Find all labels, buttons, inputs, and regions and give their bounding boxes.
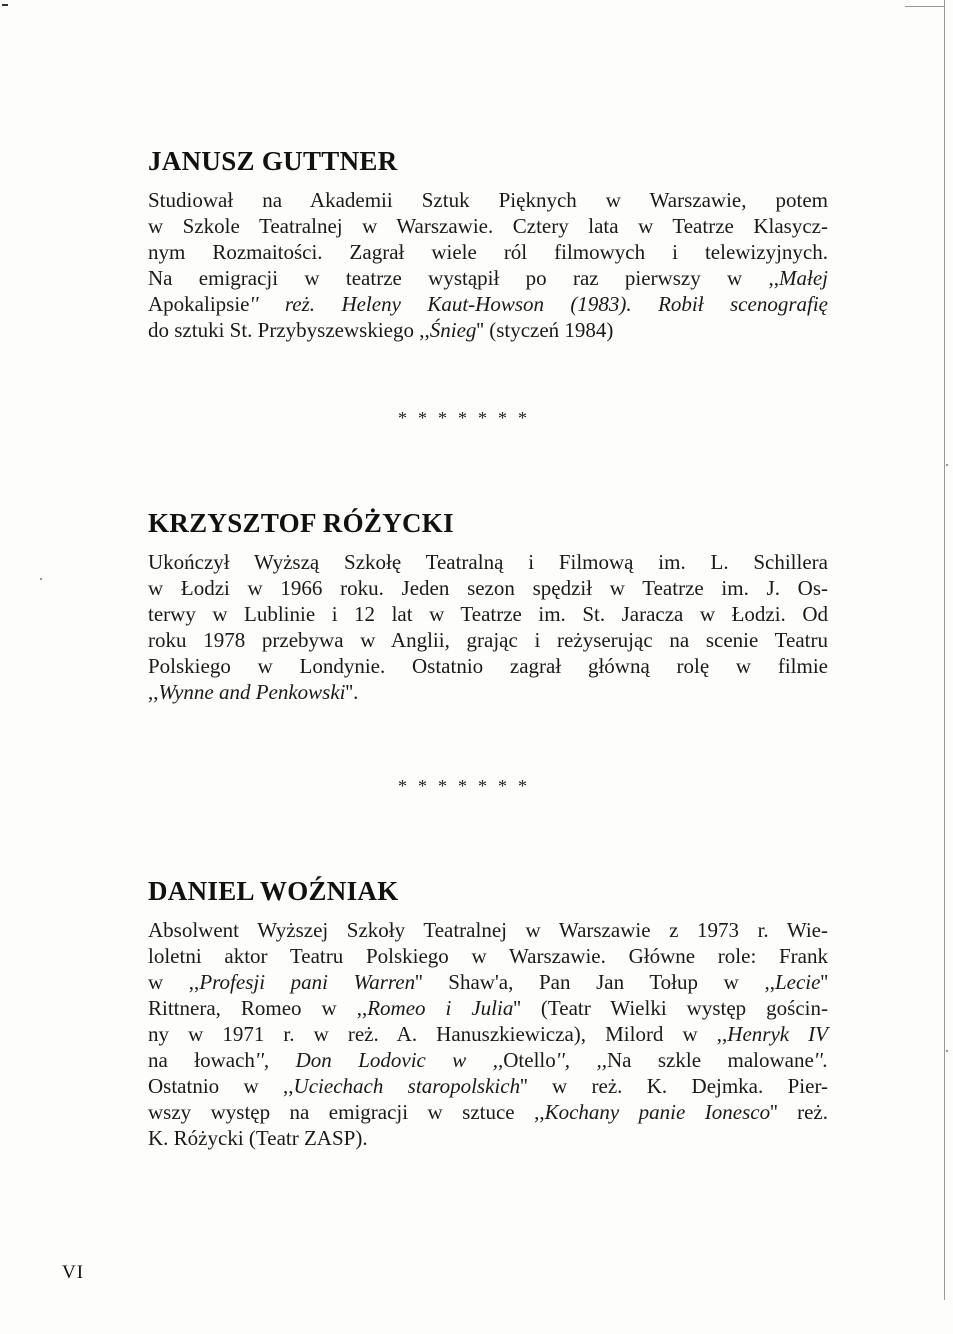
italic-title: Wynne and Penkowski xyxy=(158,680,346,705)
separator-stars: ******* xyxy=(398,408,538,428)
bio-line xyxy=(148,575,828,601)
italic-title: Henryk IV xyxy=(727,1022,828,1047)
text-run: '' (Teatr Wielki występ gościn- xyxy=(513,996,828,1021)
bio-line xyxy=(148,601,828,627)
bio-line xyxy=(148,1047,828,1073)
text-run: '' (styczeń 1984) xyxy=(476,318,614,343)
text-run: '' xyxy=(820,970,829,995)
text-run: Apokalipsie xyxy=(148,292,250,317)
text-run: Studiował na Akademii Sztuk Pięknych w Warszawie, potem xyxy=(148,188,828,213)
bio-line xyxy=(148,213,828,239)
bio-name: DANIEL WOŹNIAK xyxy=(148,876,399,906)
text-run: ny w 1971 r. w reż. A. Hanuszkiewicza), Milord w ,, xyxy=(148,1022,728,1047)
bio-text xyxy=(148,187,828,343)
text-run: nym Rozmaitości. Zagrał wiele ról filmowych i telewizyjnych. xyxy=(148,240,828,265)
text-run: ,, xyxy=(148,680,159,705)
bio-line xyxy=(148,187,828,213)
paper-speck xyxy=(40,578,42,580)
italic-title: Śnieg xyxy=(429,318,477,343)
bio-line xyxy=(148,917,828,943)
bio-name: JANUSZ GUTTNER xyxy=(148,146,398,176)
text-run: terwy w Lublinie i 12 lat w Teatrze im. St. Jaracza w Łodzi. Od xyxy=(148,602,828,627)
text-run: K. Różycki (Teatr ZASP). xyxy=(148,1126,368,1151)
text-run: w Szkole Teatralnej w Warszawie. Cztery lata w Teatrze Klasycz- xyxy=(148,214,828,239)
bio-text xyxy=(148,917,828,1151)
bio-line xyxy=(148,943,828,969)
bio-daniel-wozniak xyxy=(148,876,828,1151)
text-run: w ,, xyxy=(148,970,200,995)
text-run: loletni aktor Teatru Polskiego w Warszawie. Główne role: Frank xyxy=(148,944,828,969)
text-run: Polskiego w Londynie. Ostatnio zagrał główną rolę w filmie xyxy=(148,654,828,679)
bio-name: KRZYSZTOF RÓŻYCKI xyxy=(148,508,454,538)
bio-krzysztof-rozycki xyxy=(148,508,828,705)
page-edge-top xyxy=(905,6,945,7)
italic-title: Uciechach staropolskich xyxy=(293,1074,521,1099)
bio-line xyxy=(148,627,828,653)
bio-janusz-guttner xyxy=(148,146,828,343)
bio-line xyxy=(148,969,828,995)
paper-speck xyxy=(946,1050,948,1052)
separator-stars: ******* xyxy=(398,776,538,796)
text-run: roku 1978 przebywa w Anglii, grając i reżyserując na scenie Teatru xyxy=(148,628,828,653)
text-run: '' reż. xyxy=(770,1100,828,1125)
italic-title: Profesji pani Warren xyxy=(199,970,416,995)
page-edge-right xyxy=(944,0,945,1300)
bio-line xyxy=(148,265,828,291)
text-run: Na szkle malowane xyxy=(606,1048,814,1073)
italic-title: Kochany panie Ionesco xyxy=(544,1100,771,1125)
paper-speck xyxy=(946,464,948,466)
text-run: Absolwent Wyższej Szkoły Teatralnej w Warszawie z 1973 r. Wie- xyxy=(148,918,828,943)
text-run: Rittnera, Romeo w ,, xyxy=(148,996,368,1021)
bio-line xyxy=(148,995,828,1021)
text-run: Otello xyxy=(503,1048,556,1073)
text-run: Ukończył Wyższą Szkołę Teatralną i Filmową im. L. Schillera xyxy=(148,550,828,575)
page-number: VI xyxy=(62,1262,85,1283)
italic-title: '' reż. Heleny Kaut-Howson (1983). Robił scenografię xyxy=(249,292,828,317)
text-run: '' Shaw'a, Pan Jan Tołup w ,, xyxy=(415,970,775,995)
italic-title: Małej xyxy=(779,266,828,291)
corner-mark xyxy=(2,4,8,6)
bio-line xyxy=(148,1125,828,1151)
bio-line xyxy=(148,291,828,317)
bio-line xyxy=(148,239,828,265)
bio-line xyxy=(148,549,828,575)
bio-line xyxy=(148,317,828,343)
text-run: w Łodzi w 1966 roku. Jeden sezon spędził w Teatrze im. J. Os- xyxy=(148,576,828,601)
italic-title: Lecie xyxy=(774,970,821,995)
text-run: ''. xyxy=(345,680,359,705)
text-run: Ostatnio w ,, xyxy=(148,1074,294,1099)
bio-line xyxy=(148,1073,828,1099)
text-run: wszy występ na emigracji w sztuce ,, xyxy=(148,1100,545,1125)
text-run: Na emigracji w teatrze wystąpił po raz pierwszy w ,, xyxy=(148,266,780,291)
italic-title: Romeo i Julia xyxy=(367,996,514,1021)
text-run: na łowach xyxy=(148,1048,255,1073)
bio-line xyxy=(148,1099,828,1125)
italic-title: ''. xyxy=(813,1048,829,1073)
bio-line xyxy=(148,1021,828,1047)
bio-line xyxy=(148,653,828,679)
italic-title: '', ,, xyxy=(555,1048,607,1073)
bio-text xyxy=(148,549,828,705)
text-run: do sztuki St. Przybyszewskiego ,, xyxy=(148,318,430,343)
bio-line xyxy=(148,679,828,705)
italic-title: '', Don Lodovic w ,, xyxy=(254,1048,504,1073)
text-run: '' w reż. K. Dejmka. Pier- xyxy=(520,1074,829,1099)
